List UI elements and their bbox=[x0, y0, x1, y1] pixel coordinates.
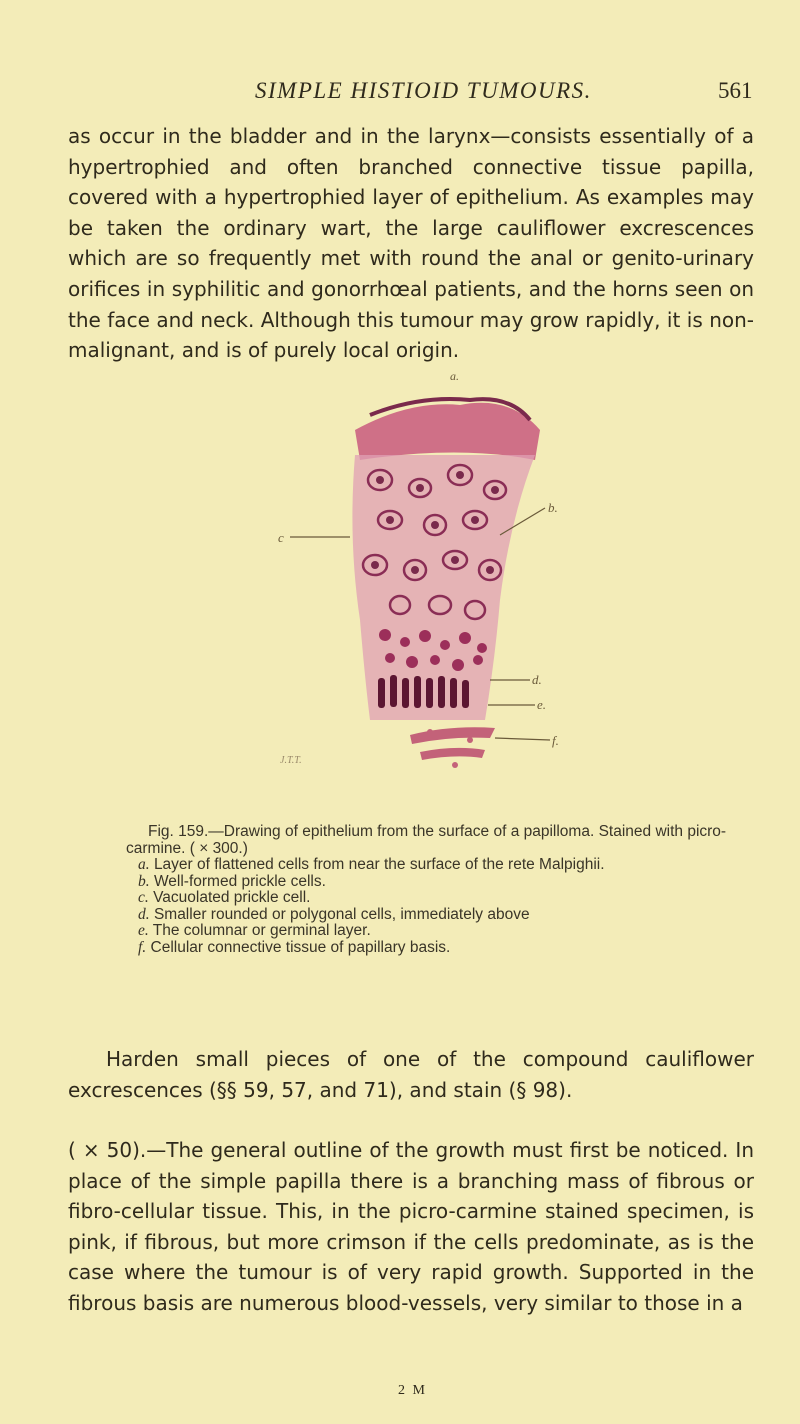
figure-caption bbox=[126, 824, 746, 956]
label-e: e. bbox=[537, 697, 547, 712]
label-b: b. bbox=[548, 500, 558, 515]
papilloma-illustration bbox=[260, 360, 680, 780]
label-a: a. bbox=[450, 369, 459, 383]
legend-item: c. Vacuolated prickle cell. bbox=[138, 889, 311, 906]
body-paragraph-3: ( × 50).—The general outline of the growth must first be noticed. In place of the simple papilla there is a branching mass of fibrous or fibro-cellular tissue. This, in the picro-carmine stained specimen, is pink, if fibrous, but more crimson if the cells predominate, as is the case where the tumour is of very rapid growth. Supported in the fibrous basis are numerous blood-vessels, very similar to those in a bbox=[68, 1138, 754, 1315]
label-d: d. bbox=[532, 672, 542, 687]
legend-item: f. Cellular connective tissue of papillary basis. bbox=[138, 938, 451, 956]
legend-item: b. Well-formed prickle cells. bbox=[138, 872, 326, 890]
running-header bbox=[0, 78, 800, 108]
figure-papilloma-epithelium bbox=[260, 360, 680, 780]
artist-initials: J.T.T. bbox=[280, 755, 302, 766]
caption-head: Fig. 159.—Drawing of epithelium from the surface of a papilloma. Stained with picro-carmine. ( × 300.) bbox=[126, 823, 727, 857]
legend-item: e. The columnar or germinal layer. bbox=[138, 922, 371, 939]
signature-mark: 2 M bbox=[398, 1383, 427, 1398]
page-number: 561 bbox=[718, 78, 753, 103]
body-paragraph-2: Harden small pieces of one of the compound cauliflower excrescences (§§ 59, 57, and 71), and stain (§ 98). bbox=[68, 1047, 754, 1102]
legend-item: d. Smaller rounded or polygonal cells, immediately above bbox=[138, 905, 530, 923]
label-f: f. bbox=[552, 733, 559, 748]
body-paragraph-1: as occur in the bladder and in the larynx—consists essentially of a hypertrophied and often branched connective tissue papilla, covered with a hypertrophied layer of epithelium. As examples may be taken the ordinary wart, the large cauliflower excrescences which are so frequently met with round the anal or genito-urinary orifices in syphilitic and gonorrhœal patients, and the horns seen on the face and neck. Although this tumour may grow rapidly, it is non-malignant, and is of purely local origin. bbox=[68, 124, 754, 363]
legend-item: a. Layer of flattened cells from near the surface of the rete Malpighii. bbox=[138, 856, 605, 873]
label-c: c bbox=[278, 530, 284, 545]
running-title: SIMPLE HISTIOID TUMOURS. bbox=[255, 78, 592, 103]
caption-legend bbox=[126, 857, 746, 956]
